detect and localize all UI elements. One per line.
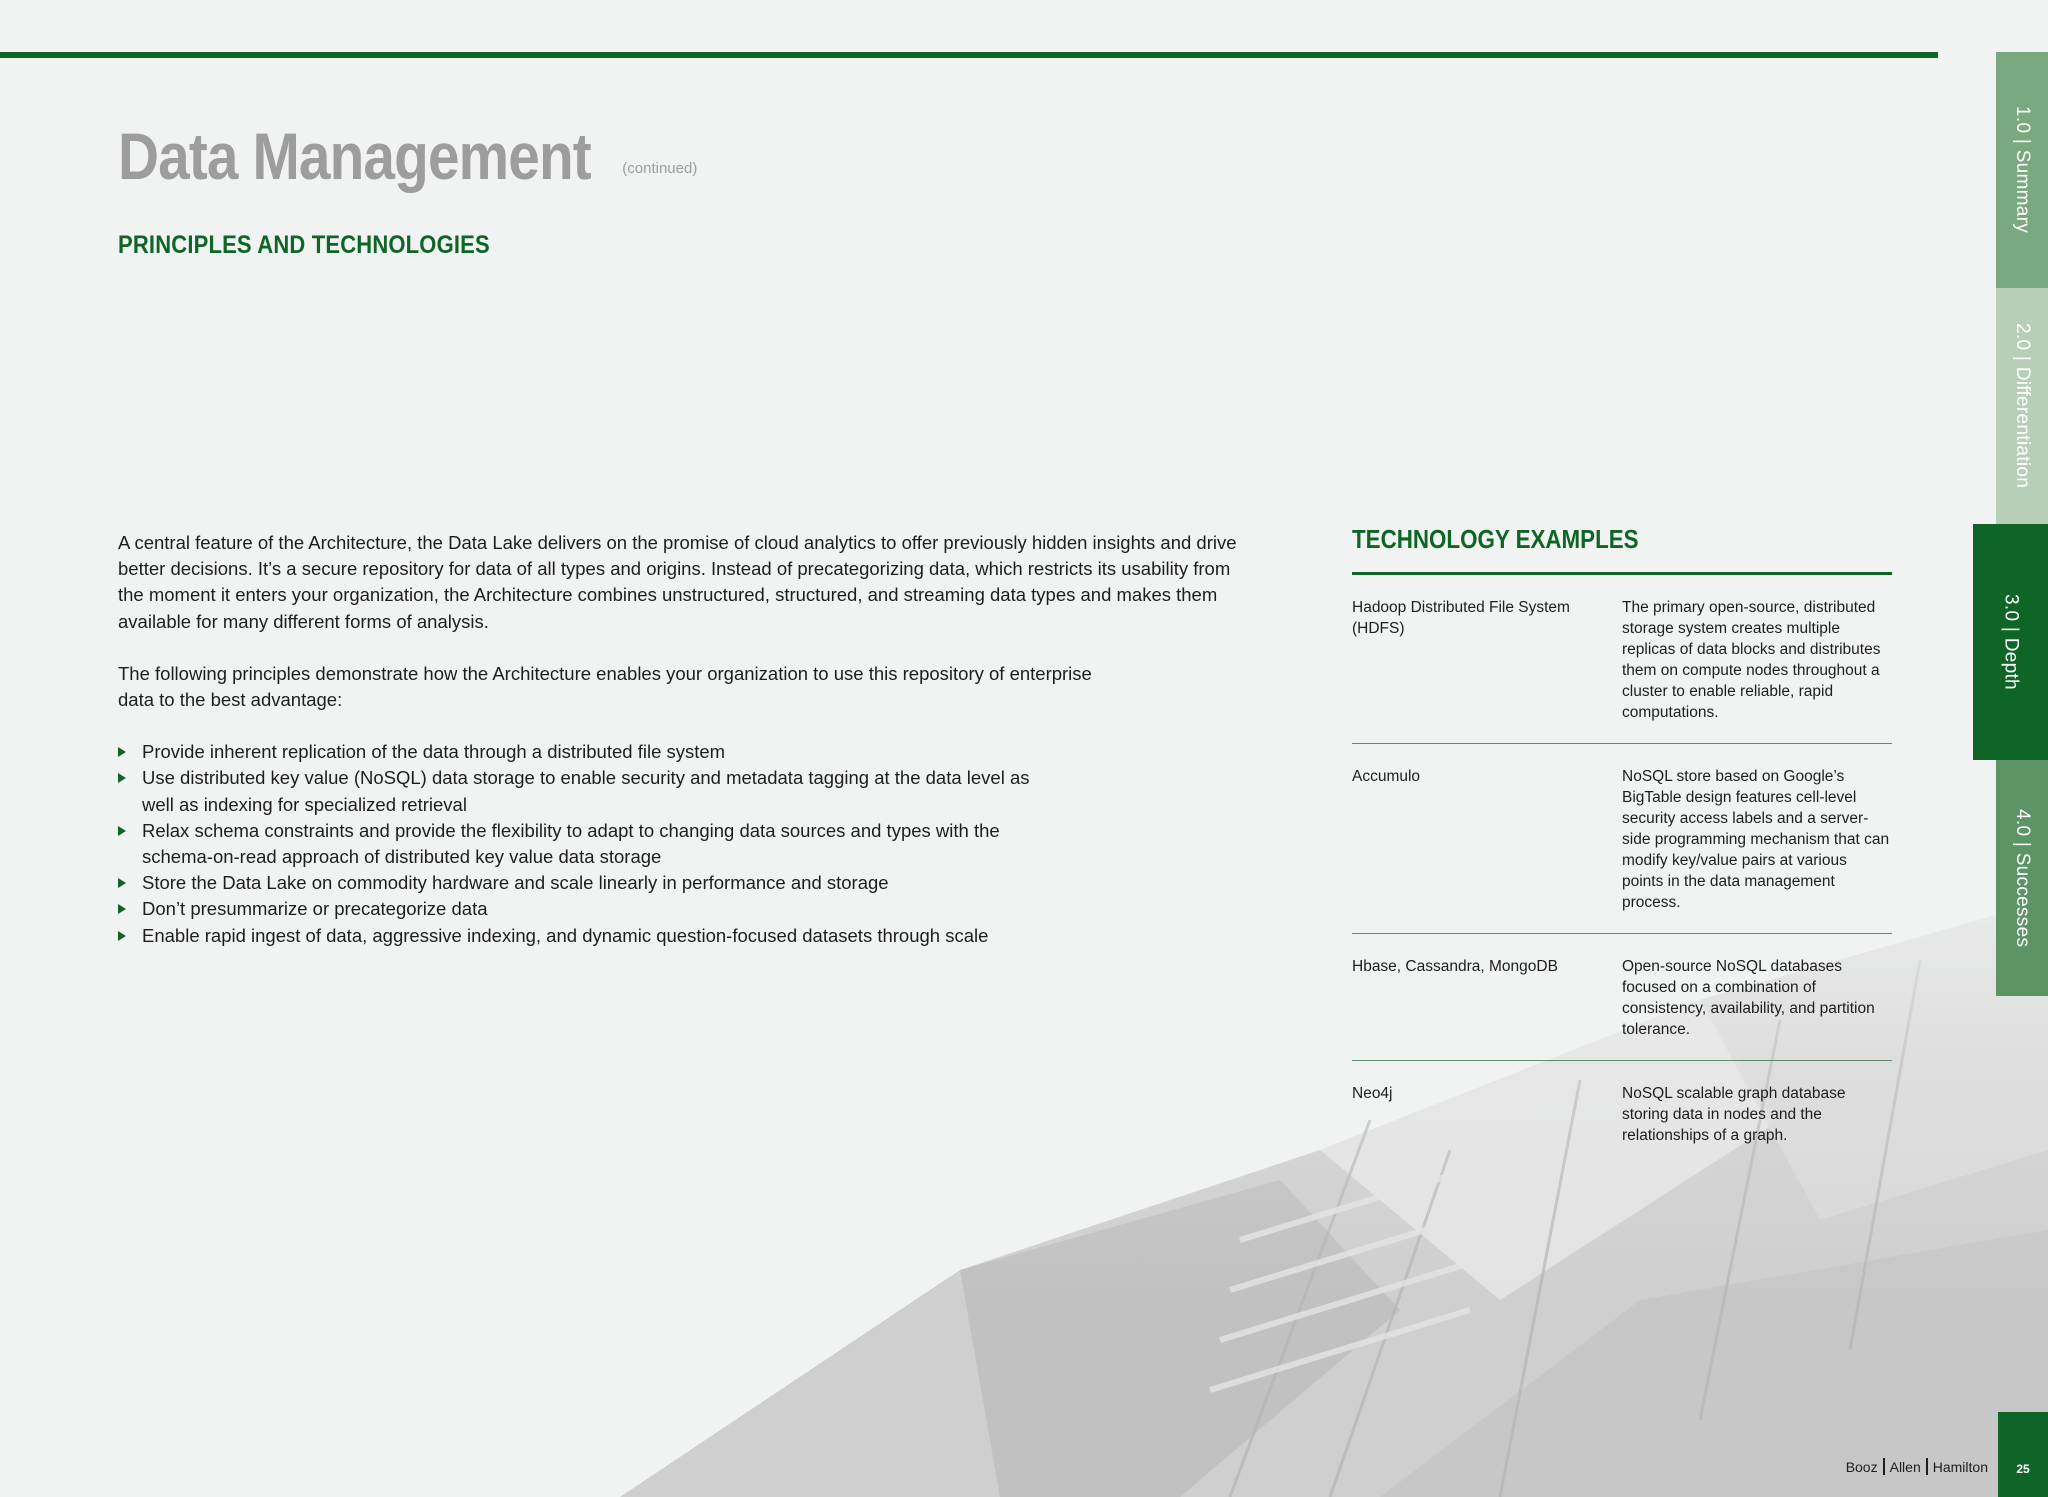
tab-depth-label: 3.0 | Depth	[2000, 594, 2022, 690]
tab-differentiation-label: 2.0 | Differentiation	[2012, 323, 2033, 489]
principles-list	[118, 739, 1038, 949]
technology-name: Hbase, Cassandra, MongoDB	[1352, 958, 1558, 975]
bullet-triangle-icon	[118, 931, 126, 941]
top-rule	[0, 52, 1938, 58]
bullet-triangle-icon	[118, 878, 126, 888]
bullet-triangle-icon	[118, 773, 126, 783]
technology-examples-heading: TECHNOLOGY EXAMPLES	[1352, 524, 1639, 554]
technology-row	[1352, 934, 1892, 1061]
brand-divider	[1883, 1458, 1885, 1475]
tab-differentiation[interactable]	[1996, 288, 2048, 524]
bullet-triangle-icon	[118, 904, 126, 914]
list-item: Provide inherent replication of the data through a distributed file system	[118, 739, 1038, 765]
tab-summary[interactable]	[1996, 52, 2048, 288]
technology-description: Open-source NoSQL databases focused on a combination of consistency, availability, and partition tolerance.	[1622, 958, 1875, 1038]
technology-description: The primary open-source, distributed storage system creates multiple replicas of data blocks and distributes them on compute nodes throughout a cluster to enable reliable, rapid computations.	[1622, 599, 1881, 721]
list-item: Don’t presummarize or precategorize data	[118, 896, 1038, 922]
brand-divider	[1926, 1458, 1928, 1475]
technology-description: NoSQL scalable graph database storing data in nodes and the relationships of a graph.	[1622, 1085, 1846, 1144]
technology-row	[1352, 744, 1892, 934]
tab-successes-label: 4.0 | Successes	[2012, 808, 2033, 948]
tab-depth[interactable]	[1973, 524, 2048, 760]
technology-name: Neo4j	[1352, 1085, 1393, 1102]
technology-name: Accumulo	[1352, 768, 1421, 785]
technology-row	[1352, 575, 1892, 744]
list-item: Relax schema constraints and provide the flexibility to adapt to changing data sources and types with the schema-on-read approach of distributed key value data storage	[118, 818, 1038, 870]
footer-brand-logo: Booz Allen Hamilton	[1845, 1459, 1988, 1475]
title-block	[118, 118, 697, 194]
technology-description: NoSQL store based on Google’s BigTable design features cell-level security access labels and a server-side programming mechanism that can modify key/value pairs at various points in the data management process.	[1622, 768, 1890, 911]
page-title: Data Management	[118, 119, 591, 193]
tab-successes[interactable]	[1996, 760, 2048, 996]
section-heading: PRINCIPLES AND TECHNOLOGIES	[118, 231, 490, 259]
technology-examples-panel	[1352, 520, 1892, 1166]
bullet-triangle-icon	[118, 826, 126, 836]
technology-name: Hadoop Distributed File System (HDFS)	[1352, 599, 1570, 637]
list-item: Use distributed key value (NoSQL) data storage to enable security and metadata tagging at the data level as well as indexing for specialized retrieval	[118, 765, 1038, 817]
tab-summary-label: 1.0 | Summary	[2012, 106, 2033, 234]
list-item: Enable rapid ingest of data, aggressive indexing, and dynamic question-focused datasets through scale	[118, 923, 1038, 949]
title-continued-note: (continued)	[622, 160, 698, 177]
bullet-triangle-icon	[118, 747, 126, 757]
page-number: 25	[1998, 1412, 2048, 1497]
technology-row	[1352, 1061, 1892, 1166]
list-item: Store the Data Lake on commodity hardware and scale linearly in performance and storage	[118, 870, 1038, 896]
body-column	[118, 530, 1238, 949]
intro-paragraph: A central feature of the Architecture, the Data Lake delivers on the promise of cloud analytics to offer previously hidden insights and drive better decisions. It’s a secure repository for data of all types and origins. Instead of precategorizing data, which restricts its usability from the moment it enters your organization, the Architecture combines unstructured, structured, and streaming data types and makes them available for many different forms of analysis.	[118, 532, 1237, 632]
principles-intro-paragraph: The following principles demonstrate how the Architecture enables your organization to use this repository of enterprise data to the best advantage:	[118, 662, 1092, 711]
